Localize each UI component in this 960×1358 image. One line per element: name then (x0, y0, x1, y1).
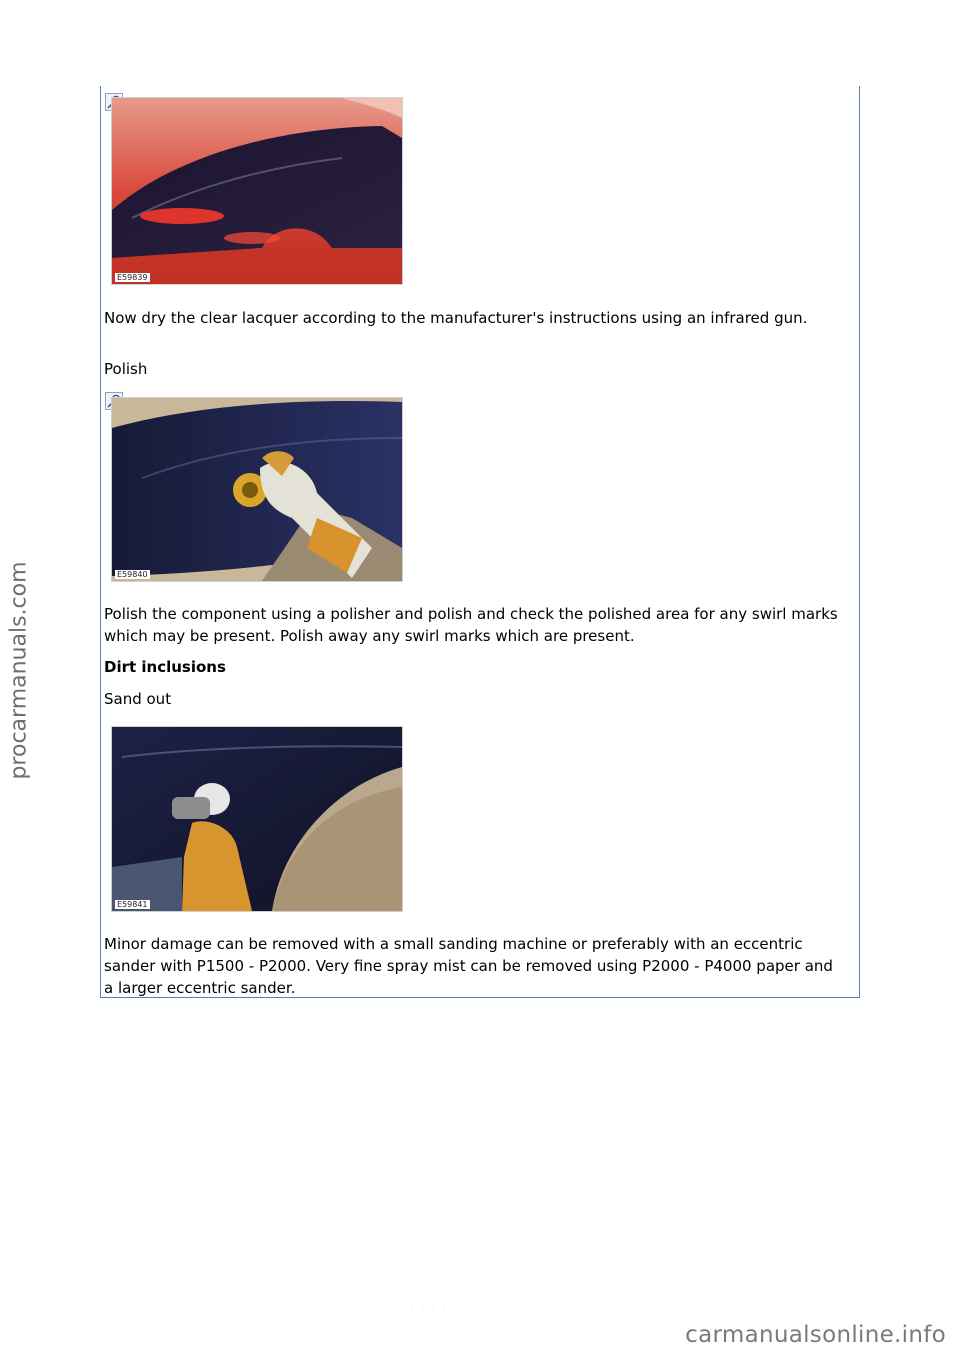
figure-3-label: E59841 (117, 900, 148, 909)
footer-watermark: carmanualsonline.info (685, 1322, 946, 1348)
figure-2-polishing (111, 397, 403, 582)
figure-1-illustration (112, 98, 402, 284)
heading-sand-out: Sand out (104, 690, 172, 708)
paragraph-dry-lacquer: Now dry the clear lacquer according to the manufacturer's instructions using an infrared gun. (104, 309, 808, 327)
heading-polish: Polish (104, 360, 148, 378)
figure-1-label: E59839 (117, 273, 148, 282)
figure-3-sanding (111, 726, 403, 912)
side-watermark-text: procarmanuals.com (6, 560, 32, 780)
figure-3-illustration (112, 727, 402, 911)
figure-2-label: E59840 (117, 570, 148, 579)
figure-1-clear-lacquer-drying (111, 97, 403, 285)
page-number: · · · · · (410, 1300, 460, 1313)
paragraph-polish-text: Polish the component using a polisher and polish and check the polished area for any swirl marks which may be present. Polish away any swirl marks which are present. (104, 605, 838, 645)
figure-2-illustration (112, 398, 402, 581)
heading-dirt-inclusions: Dirt inclusions (104, 658, 226, 676)
side-watermark (2, 560, 36, 780)
paragraph-sand-text: Minor damage can be removed with a small sanding machine or preferably with an eccentric sander with P1500 - P2000. Very fine spray mist can be removed using P2000 - P4000 paper and a larger eccentric sander. (104, 935, 833, 997)
